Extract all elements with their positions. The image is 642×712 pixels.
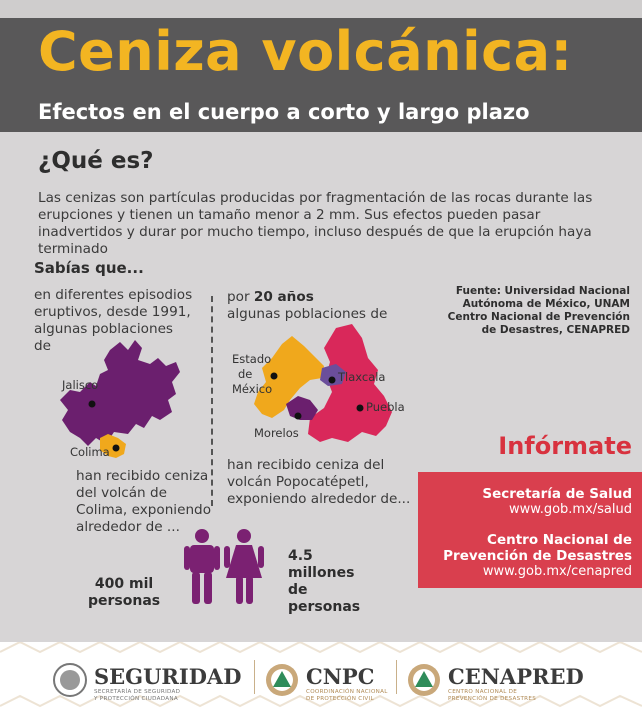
what-is-body: Las cenizas son partículas producidas por fragmentación de las rocas durante las erupciones y tienen un tamaño menor a 2 mm. Sus efectos pueden pasar inadvertidos y durar por mucho tiempo, incluso después de que la erupción haya terminado	[38, 190, 593, 257]
popo-exposed-count: 4.5 millones de personas	[288, 548, 361, 615]
morelos-dot	[295, 413, 302, 420]
man-icon	[184, 529, 220, 604]
colima-dot	[113, 445, 120, 452]
morelos-label: Morelos	[254, 426, 299, 440]
tlaxcala-dot	[329, 377, 336, 384]
morelos-region	[286, 396, 318, 420]
colima-exposed-count: 400 mil personas	[88, 576, 161, 609]
cenapred-emblem-icon	[406, 662, 442, 698]
tlaxcala-label: Tlaxcala	[338, 370, 386, 384]
cnpc-subtext: COORDINACIÓN NACIONAL DE PROTECCIÓN CIVIL	[306, 689, 388, 702]
puebla-dot	[357, 405, 364, 412]
cenapred-title-2: Prevención de Desastres	[443, 548, 632, 564]
cnpc-logo-text: CNPC	[306, 664, 375, 689]
popo-after-text: han recibido ceniza del volcán Popocatépetl, exponiendo alrededor de...	[227, 457, 411, 507]
colima-after-text: han recibido ceniza del volcán de Colima, exponiendo alrededor de ...	[76, 468, 212, 535]
salud-title: Secretaría de Salud	[482, 486, 632, 502]
jalisco-region	[60, 340, 180, 446]
people-icons	[180, 528, 270, 608]
cenapred-logo-text: CENAPRED	[448, 664, 584, 689]
sabias-heading: Sabías que...	[34, 259, 144, 277]
national-seal-icon	[52, 662, 88, 698]
footer-separator	[254, 660, 255, 694]
cnpc-emblem-icon	[264, 662, 300, 698]
column-divider	[211, 296, 213, 506]
cenapred-link[interactable]: www.gob.mx/cenapred	[482, 564, 632, 579]
salud-link[interactable]: www.gob.mx/salud	[508, 502, 632, 517]
woman-icon	[224, 529, 264, 604]
jalisco-colima-map	[40, 320, 200, 470]
page-subtitle: Efectos en el cuerpo a corto y largo plazo	[38, 100, 530, 124]
puebla-label: Puebla	[366, 400, 405, 414]
popo-intro-text: por 20 años algunas poblaciones de	[227, 289, 388, 322]
what-is-heading: ¿Qué es?	[38, 148, 154, 174]
informate-box	[418, 472, 642, 588]
page-title: Ceniza volcánica:	[38, 20, 573, 83]
colima-intro-text: en diferentes episodios eruptivos, desde 1991, algunas poblaciones de	[34, 287, 193, 354]
jalisco-dot	[89, 401, 96, 408]
seguridad-subtext: SECRETARÍA DE SEGURIDAD Y PROTECCIÓN CIUDADANA	[94, 689, 181, 702]
top-strip	[0, 0, 642, 18]
colima-label: Colima	[70, 445, 110, 459]
informate-heading: Infórmate	[498, 432, 632, 460]
footer-separator	[396, 660, 397, 694]
cenapred-subtext: CENTRO NACIONAL DE PREVENCIÓN DE DESASTRES	[448, 689, 537, 702]
jalisco-label: Jalisco	[62, 378, 99, 392]
source-note: Fuente: Universidad Nacional Autónoma de México, UNAM Centro Nacional de Prevención de Desastres, CENAPRED	[447, 285, 630, 336]
seguridad-logo-text: SEGURIDAD	[94, 664, 242, 689]
estado-mexico-label: Estado de México	[232, 352, 273, 396]
cenapred-title-1: Centro Nacional de	[487, 532, 632, 548]
